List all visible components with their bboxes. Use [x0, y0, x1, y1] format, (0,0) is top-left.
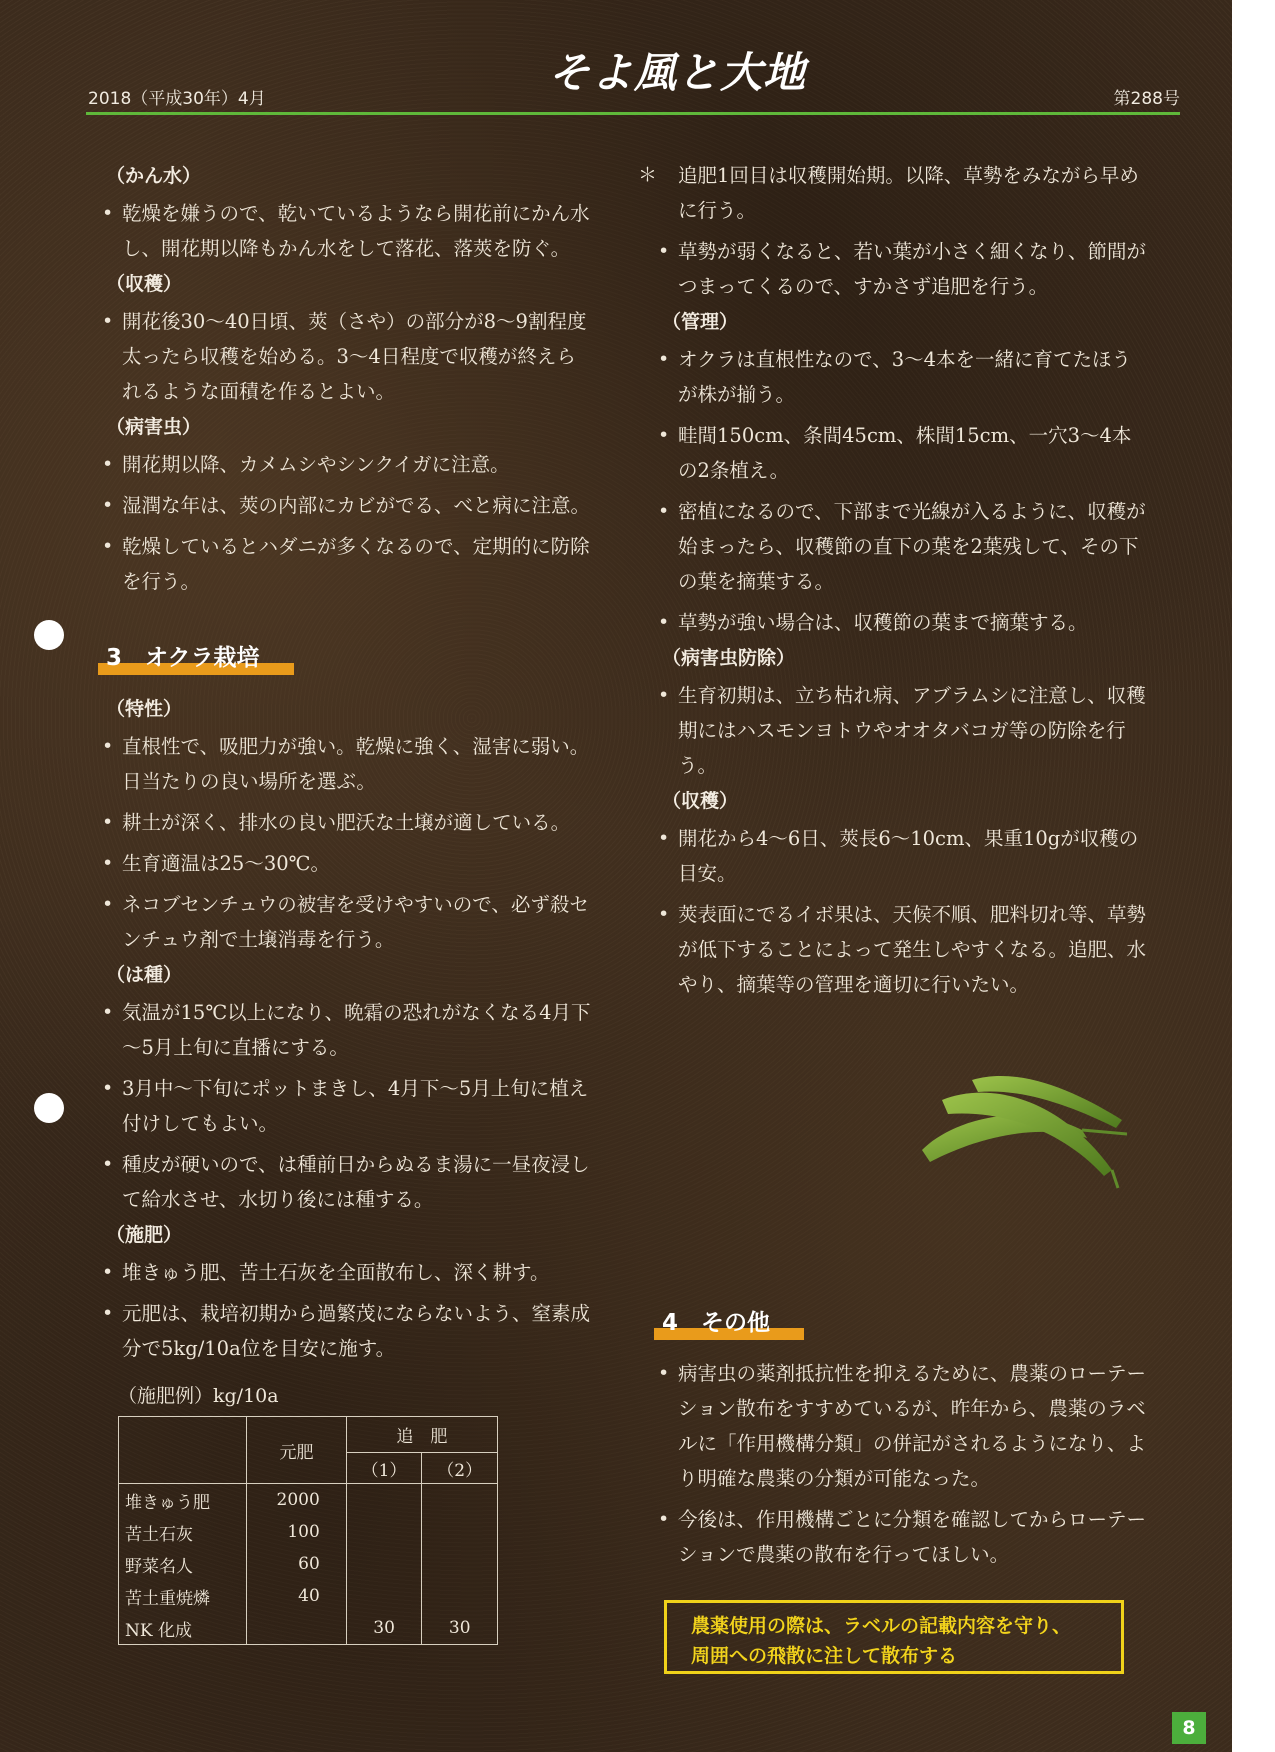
newsletter-logo: そよ風と大地: [548, 48, 807, 97]
bullet-dot: •: [102, 893, 114, 915]
bullet-item: [650, 605, 1150, 640]
bullet-item: [94, 887, 594, 957]
table-header-topdress: 追 肥: [346, 1417, 497, 1453]
bullet-item: [650, 1356, 1150, 1496]
table-cell-t1: [346, 1548, 422, 1580]
bullet-text: 元肥は、栽培初期から過繁茂にならないよう、窒素成分で5kg/10a位を目安に施す。: [122, 1302, 591, 1360]
bullet-item: [94, 805, 594, 840]
bullet-item: [94, 1071, 594, 1141]
bullet-text: 開花から4～6日、莢長6～10cm、果重10gが収穫の目安。: [678, 827, 1139, 885]
bullet-text: 畦間150cm、条間45cm、株間15cm、一穴3～4本の2条植え。: [678, 424, 1132, 482]
bullet-item: [650, 234, 1150, 304]
bullet-dot: •: [658, 684, 670, 706]
table-cell-basal: 100: [247, 1516, 347, 1548]
footnote: [638, 158, 1150, 228]
table-cell-t1: [346, 1516, 422, 1548]
footnote-text: 追肥1回目は収穫開始期。以降、草勢をみながら早めに行う。: [678, 164, 1139, 222]
table-cell-basal: 60: [247, 1548, 347, 1580]
section-heading-other: [654, 1308, 804, 1340]
issue-number: 第288号: [1113, 89, 1180, 109]
bullet-dot: •: [658, 1362, 670, 1384]
table-cell-t1: [346, 1484, 422, 1517]
bullet-text: 密植になるので、下部まで光線が入るように、収穫が始まったら、収穫節の直下の葉を2葉残して、その下の葉を摘葉する。: [678, 500, 1146, 593]
bullet-item: [650, 418, 1150, 488]
bullet-item: [650, 897, 1150, 1002]
bullet-item: [94, 488, 594, 523]
bullet-text: 開花期以降、カメムシやシンクイガに注意。: [122, 453, 510, 476]
bullet-dot: •: [102, 852, 114, 874]
bullet-item: [650, 821, 1150, 891]
section-title: 4 その他: [662, 1310, 771, 1336]
bullet-text: 気温が15℃以上になり、晩霜の恐れがなくなる4月下～5月上旬に直播にする。: [122, 1001, 591, 1059]
subsection-heading: （施肥）: [106, 1224, 183, 1246]
fertilizer-table: [118, 1416, 498, 1645]
bullet-text: 莢表面にでるイボ果は、天候不順、肥料切れ等、草勢が低下することによって発生しやすくなる。追肥、水やり、摘葉等の管理を適切に行いたい。: [678, 903, 1147, 996]
subsection-heading: （病害虫）: [106, 416, 202, 438]
binder-hole: [34, 620, 64, 650]
bullet-dot: •: [658, 611, 670, 633]
bullet-item: [94, 1296, 594, 1366]
table-cell-basal: [247, 1612, 347, 1645]
bullet-dot: •: [102, 1001, 114, 1023]
bullet-item: [94, 447, 594, 482]
subsection-heading: （管理）: [662, 311, 739, 333]
bullet-item: [94, 1255, 594, 1290]
notice-line: 農薬使用の際は、ラベルの記載内容を守り、: [691, 1615, 1072, 1637]
bullet-dot: •: [658, 348, 670, 370]
page-number: 8: [1172, 1712, 1206, 1744]
bullet-text: 生育初期は、立ち枯れ病、アブラムシに注意し、収穫期にはハスモンヨトウやオオタバコガ等の防除を行う。: [678, 684, 1146, 777]
bullet-dot: •: [658, 903, 670, 925]
bullet-text: 生育適温は25～30℃。: [122, 852, 330, 875]
bullet-text: 乾燥しているとハダニが多くなるので、定期的に防除を行う。: [122, 535, 590, 593]
bullet-text: 病害虫の薬剤抵抗性を抑えるために、農薬のローテーション散布をすすめているが、昨年から、農薬のラベルに「作用機構分類」の併記がされるようになり、より明確な農薬の分類が可能なった。: [678, 1362, 1147, 1490]
table-row: [119, 1548, 498, 1580]
bullet-text: 耕土が深く、排水の良い肥沃な土壌が適している。: [122, 811, 571, 834]
pesticide-notice-box: [664, 1600, 1124, 1674]
table-cell-t2: [422, 1516, 498, 1548]
bullet-item: [650, 678, 1150, 783]
table-cell-basal: 2000: [247, 1484, 347, 1517]
table-cell-name: 野菜名人: [119, 1548, 247, 1580]
table-cell-t1: 30: [346, 1612, 422, 1645]
subsection-heading: （収穫）: [106, 273, 183, 295]
bullet-text: 種皮が硬いので、は種前日からぬるま湯に一昼夜浸して給水させ、水切り後には種する。: [122, 1153, 590, 1211]
right-column: [638, 158, 1150, 1008]
bullet-text: オクラは直根性なので、3～4本を一緒に育てたほうが株が揃う。: [678, 348, 1132, 406]
table-cell-name: 苦土重焼燐: [119, 1580, 247, 1612]
binder-hole: [34, 1093, 64, 1123]
table-cell-name: 堆きゅう肥: [119, 1484, 247, 1517]
bullet-item: [94, 846, 594, 881]
bullet-item: [94, 1147, 594, 1217]
content-block: [94, 164, 594, 599]
bullet-text: 乾燥を嫌うので、乾いているようなら開花前にかん水し、開花期以降もかん水をして落花、落莢を防ぐ。: [122, 202, 590, 260]
subsection-heading: （は種）: [106, 964, 183, 986]
left-column: [94, 158, 594, 1645]
table-header-blank: [119, 1417, 247, 1484]
table-cell-name: 苦土石灰: [119, 1516, 247, 1548]
bullet-text: ネコブセンチュウの被害を受けやすいので、必ず殺センチュウ剤で土壌消毒を行う。: [122, 893, 589, 951]
bullet-item: [650, 494, 1150, 599]
subsection-heading: （病害虫防除）: [662, 647, 796, 669]
bullet-text: 直根性で、吸肥力が強い。乾燥に強く、湿害に弱い。日当たりの良い場所を選ぶ。: [122, 735, 590, 793]
bullet-item: [94, 729, 594, 799]
table-row: [119, 1580, 498, 1612]
bullet-text: 草勢が強い場合は、収穫節の葉まで摘葉する。: [678, 611, 1088, 634]
table-caption: （施肥例）kg/10a: [118, 1385, 279, 1407]
bullet-dot: •: [102, 735, 114, 757]
bullet-dot: •: [102, 535, 114, 557]
bullet-dot: •: [658, 424, 670, 446]
table-cell-basal: 40: [247, 1580, 347, 1612]
header-divider: [86, 112, 1180, 115]
bullet-text: 今後は、作用機構ごとに分類を確認してからローテーションで農薬の散布を行ってほしい。: [678, 1508, 1147, 1566]
table-cell-t2: [422, 1548, 498, 1580]
issue-date: 2018（平成30年）4月: [88, 89, 266, 109]
subsection-heading: （かん水）: [106, 165, 202, 187]
content-block: [650, 234, 1150, 1002]
bullet-dot: •: [102, 1302, 114, 1324]
table-row: [119, 1484, 498, 1517]
section-title: 3 オクラ栽培: [106, 645, 260, 671]
table-body: [119, 1484, 498, 1645]
table-cell-name: NK 化成: [119, 1612, 247, 1645]
table-header-topdress-1: （1）: [346, 1453, 422, 1484]
bullet-item: [650, 342, 1150, 412]
bullet-dot: •: [102, 1077, 114, 1099]
bullet-dot: •: [658, 240, 670, 262]
bullet-item: [94, 304, 594, 409]
bullet-dot: •: [102, 310, 114, 332]
subsection-heading: （特性）: [106, 698, 183, 720]
bullet-dot: •: [102, 202, 114, 224]
table-cell-t1: [346, 1580, 422, 1612]
bullet-dot: •: [102, 453, 114, 475]
bullet-item: [94, 529, 594, 599]
table-header-topdress-2: （2）: [422, 1453, 498, 1484]
page-header: [0, 0, 1232, 120]
right-column-lower: [650, 1270, 1150, 1578]
table-cell-t2: 30: [422, 1612, 498, 1645]
bullet-dot: •: [102, 494, 114, 516]
bullet-text: 草勢が弱くなると、若い葉が小さく細くなり、節間がつまってくるので、すかさず追肥を行う。: [678, 240, 1147, 298]
table-header-basal: 元肥: [247, 1417, 347, 1484]
bullet-dot: •: [658, 500, 670, 522]
table-cell-t2: [422, 1580, 498, 1612]
bullet-dot: •: [102, 1261, 114, 1283]
table-cell-t2: [422, 1484, 498, 1517]
bullet-text: 開花後30～40日頃、莢（さや）の部分が8～9割程度太ったら収穫を始める。3～4日程度で収穫が終えられるような面積を作るとよい。: [122, 310, 587, 403]
table-row: [119, 1516, 498, 1548]
bullet-dot: •: [658, 1508, 670, 1530]
bullet-item: [94, 196, 594, 266]
bullet-text: 3月中～下旬にポットまきし、4月下～5月上旬に植え付けしてもよい。: [122, 1077, 589, 1135]
content-block: [650, 1356, 1150, 1572]
okra-illustration: [912, 1060, 1132, 1200]
subsection-heading: （収穫）: [662, 790, 739, 812]
bullet-dot: •: [658, 827, 670, 849]
bullet-dot: •: [102, 1153, 114, 1175]
section-heading-okra: [98, 643, 294, 675]
note-mark: ＊: [638, 164, 658, 186]
bullet-text: 堆きゅう肥、苦土石灰を全面散布し、深く耕す。: [122, 1261, 550, 1284]
content-block: [94, 697, 594, 1366]
bullet-text: 湿潤な年は、莢の内部にカビがでる、べと病に注意。: [122, 494, 591, 517]
table-row: [119, 1612, 498, 1645]
bullet-item: [650, 1502, 1150, 1572]
notice-line: 周囲への飛散に注して散布する: [691, 1645, 958, 1667]
page-margin: [1232, 0, 1275, 1752]
bullet-dot: •: [102, 811, 114, 833]
bullet-item: [94, 995, 594, 1065]
